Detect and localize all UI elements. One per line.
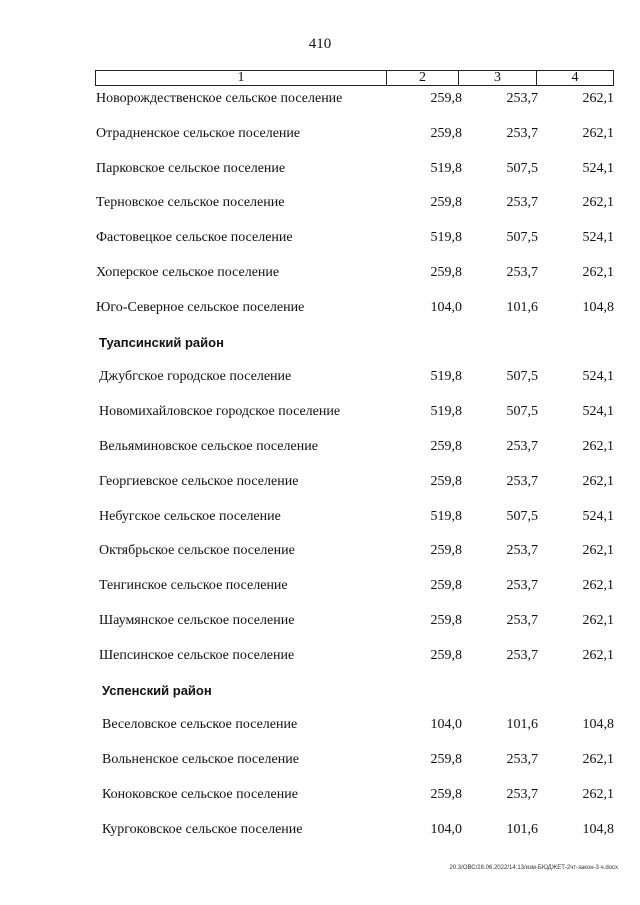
- value-col-4: 262,1: [582, 647, 614, 663]
- settlement-name: Фастовецкое сельское поселение: [96, 230, 293, 246]
- settlement-name: Парковское сельское поселение: [96, 160, 286, 176]
- value-col-4: 262,1: [582, 543, 614, 559]
- value-col-3: 253,7: [506, 125, 538, 141]
- value-col-4: 262,1: [582, 195, 614, 211]
- settlement-name: Хоперское сельское поселение: [96, 265, 280, 280]
- value-col-4: 262,1: [582, 787, 614, 802]
- settlement-name: Веселовское сельское поселение: [102, 717, 298, 733]
- value-col-2: 259,8: [430, 439, 462, 454]
- value-col-4: 524,1: [582, 369, 614, 385]
- value-col-4: 524,1: [582, 230, 614, 246]
- value-col-2: 259,8: [430, 125, 462, 141]
- value-col-4: 524,1: [582, 404, 614, 420]
- value-col-3: 253,7: [506, 578, 538, 594]
- table-row: [0, 158, 640, 180]
- value-col-2: 259,8: [430, 787, 462, 802]
- value-col-2: 259,8: [430, 195, 462, 211]
- district-name: Туапсинский район: [99, 334, 224, 350]
- value-col-2: 259,8: [430, 613, 462, 628]
- table-row: [0, 784, 640, 806]
- value-col-3: 507,5: [506, 160, 538, 176]
- value-col-4: 262,1: [582, 91, 614, 106]
- settlement-name: Джубгское городское поселение: [99, 369, 292, 385]
- table-row: [0, 471, 640, 493]
- table-row: [0, 540, 640, 562]
- value-col-3: 101,6: [506, 821, 538, 837]
- value-col-4: 104,8: [582, 717, 614, 733]
- header-col-4: 4: [571, 70, 579, 85]
- table-row: [0, 297, 640, 319]
- document-footer: 20.3/ОВС/28.06.2022/14:13/изм-БЮДЖЕТ-2чт-закон-3 ч.docx: [449, 865, 618, 871]
- settlement-name: Шепсинское сельское поселение: [99, 647, 295, 663]
- value-col-2: 104,0: [430, 821, 462, 837]
- table-row: [0, 714, 640, 736]
- settlement-name: Коноковское сельское поселение: [102, 787, 298, 802]
- value-col-2: 519,8: [430, 160, 462, 176]
- table-row: [0, 366, 640, 388]
- table-row: [0, 506, 640, 528]
- value-col-2: 519,8: [430, 230, 462, 246]
- value-col-3: 507,5: [506, 230, 538, 246]
- settlement-name: Октябрьское сельское поселение: [99, 543, 295, 559]
- value-col-2: 259,8: [430, 578, 462, 594]
- settlement-name: Новорождественское сельское поселение: [96, 91, 343, 106]
- page-number: 410: [308, 36, 332, 52]
- settlement-name: Юго-Северное сельское поселение: [96, 299, 305, 315]
- value-col-3: 253,7: [506, 91, 538, 106]
- table-row: [0, 123, 640, 145]
- value-col-3: 253,7: [506, 439, 538, 454]
- value-col-3: 253,7: [506, 195, 538, 211]
- value-col-2: 259,8: [430, 543, 462, 559]
- value-col-4: 104,8: [582, 821, 614, 837]
- value-col-2: 259,8: [430, 473, 462, 489]
- value-col-3: 253,7: [506, 265, 538, 280]
- value-col-3: 253,7: [506, 787, 538, 802]
- settlement-name: Отрадненское сельское поселение: [96, 125, 301, 141]
- value-col-2: 104,0: [430, 717, 462, 733]
- settlement-name: Тенгинское сельское поселение: [99, 578, 288, 594]
- district-heading-row: [0, 680, 640, 702]
- value-col-4: 524,1: [582, 508, 614, 524]
- table-row: [0, 819, 640, 841]
- table-row: [0, 227, 640, 249]
- value-col-3: 253,7: [506, 543, 538, 559]
- table-row: [0, 575, 640, 597]
- table-row: [0, 749, 640, 771]
- value-col-2: 519,8: [430, 404, 462, 420]
- table-row: [0, 401, 640, 423]
- value-col-4: 262,1: [582, 473, 614, 489]
- header-col-1: 1: [96, 71, 387, 85]
- district-name: Успенский район: [102, 682, 212, 698]
- table-row: [0, 436, 640, 458]
- value-col-3: 507,5: [506, 508, 538, 524]
- value-col-2: 259,8: [430, 647, 462, 663]
- table-row: [0, 645, 640, 667]
- value-col-2: 259,8: [430, 265, 462, 280]
- value-col-2: 519,8: [430, 508, 462, 524]
- value-col-2: 259,8: [430, 752, 462, 768]
- value-col-2: 259,8: [430, 91, 462, 106]
- settlement-name: Вельяминовское сельское поселение: [99, 439, 318, 454]
- value-col-3: 507,5: [506, 369, 538, 385]
- value-col-4: 262,1: [582, 613, 614, 628]
- value-col-3: 101,6: [506, 717, 538, 733]
- table-row: [0, 192, 640, 214]
- table-row: [0, 262, 640, 284]
- value-col-4: 262,1: [582, 265, 614, 280]
- settlement-name: Георгиевское сельское поселение: [99, 473, 299, 489]
- value-col-3: 253,7: [506, 473, 538, 489]
- value-col-3: 253,7: [506, 613, 538, 628]
- value-col-4: 524,1: [582, 160, 614, 176]
- value-col-4: 262,1: [582, 439, 614, 454]
- value-col-2: 519,8: [430, 369, 462, 385]
- value-col-4: 262,1: [582, 125, 614, 141]
- settlement-name: Новомихайловское городское поселение: [99, 404, 341, 420]
- value-col-3: 507,5: [506, 404, 538, 420]
- value-col-4: 262,1: [582, 578, 614, 594]
- table-row: [0, 88, 640, 110]
- value-col-3: 253,7: [506, 647, 538, 663]
- value-col-3: 101,6: [506, 299, 538, 315]
- settlement-name: Небугское сельское поселение: [99, 508, 281, 524]
- settlement-name: Терновское сельское поселение: [96, 195, 285, 211]
- header-col-2: 2: [387, 71, 459, 85]
- value-col-3: 253,7: [506, 752, 538, 768]
- header-col-3: 3: [459, 71, 537, 85]
- settlement-name: Кургоковское сельское поселение: [102, 821, 303, 837]
- table-header: [95, 70, 614, 86]
- settlement-name: Вольненское сельское поселение: [102, 752, 299, 768]
- value-col-2: 104,0: [430, 299, 462, 315]
- value-col-4: 104,8: [582, 299, 614, 315]
- table-row: [0, 610, 640, 632]
- value-col-4: 262,1: [582, 752, 614, 768]
- settlement-name: Шаумянское сельское поселение: [99, 613, 295, 628]
- district-heading-row: [0, 332, 640, 354]
